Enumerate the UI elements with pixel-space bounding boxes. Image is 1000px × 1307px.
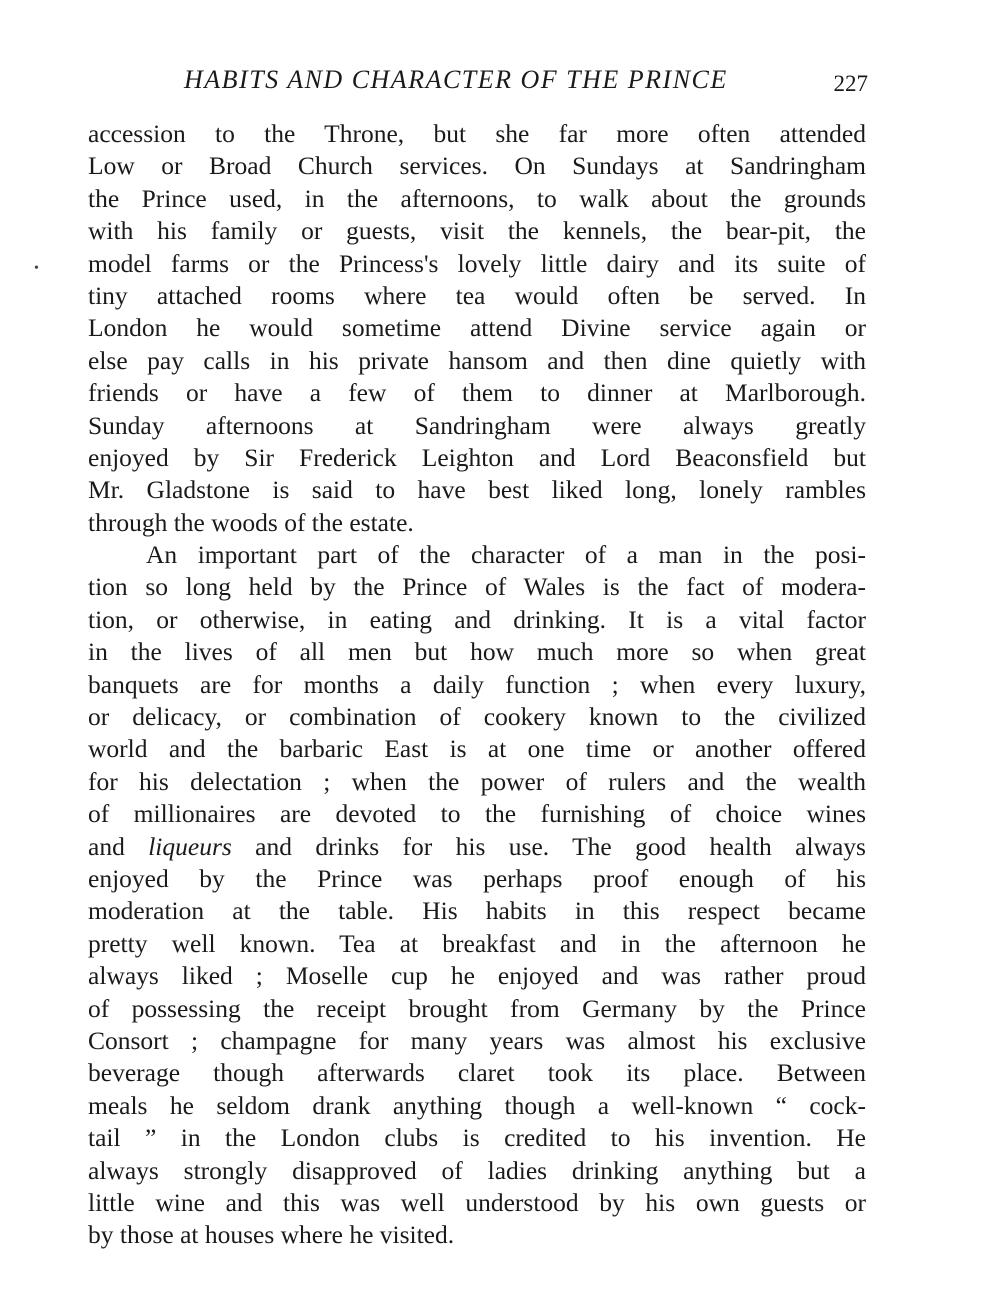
text-line: for his delectation ; when the power of rulers and the wealth	[88, 766, 866, 796]
margin-speck: •	[34, 261, 39, 276]
text-line: else pay calls in his private hansom and then dine quietly with	[88, 345, 866, 375]
text-line: enjoyed by Sir Frederick Leighton and Lord Beaconsfield but	[88, 442, 866, 472]
text-line: by those at houses where he visited.	[88, 1220, 455, 1250]
text-line: or delicacy, or combination of cookery known to the civilized	[88, 702, 866, 732]
page-number: 227	[833, 71, 868, 96]
text-line: friends or have a few of them to dinner at Marlborough.	[88, 378, 866, 408]
text-line: accession to the Throne, but she far more often attended	[88, 119, 866, 148]
running-header	[88, 62, 868, 102]
text-line: always liked ; Moselle cup he enjoyed and was rather proud	[88, 961, 866, 991]
text-line: world and the barbaric East is at one time or another offered	[88, 734, 866, 764]
text-line: beverage though afterwards claret took its place. Between	[88, 1058, 866, 1088]
text-line	[88, 831, 866, 863]
text-line: moderation at the table. His habits in this respect became	[88, 896, 866, 926]
text-line: model farms or the Princess's lovely little dairy and its suite of	[88, 248, 866, 278]
text-line: of possessing the receipt brought from Germany by the Prince	[88, 993, 866, 1023]
text-line: always strongly disapproved of ladies drinking anything but a	[88, 1155, 866, 1185]
italic-word: liqueurs	[148, 831, 232, 861]
text-line: tion, or otherwise, in eating and drinking. It is a vital factor	[88, 604, 866, 634]
text-line: tiny attached rooms where tea would often be served. In	[88, 280, 866, 310]
text-line: enjoyed by the Prince was perhaps proof enough of his	[88, 863, 866, 893]
text-line: meals he seldom drank anything though a well-known “ cock-	[88, 1090, 866, 1120]
text-line: tion so long held by the Prince of Wales is the fact of modera-	[88, 572, 866, 602]
text-line: Mr. Gladstone is said to have best liked long, lonely rambles	[88, 475, 866, 505]
paragraph-1	[88, 118, 866, 539]
text-line: pretty well known. Tea at breakfast and in the afternoon he	[88, 928, 866, 958]
body-text	[88, 118, 866, 1252]
text-line: Sunday afternoons at Sandringham were always greatly	[88, 410, 866, 440]
text-line: Low or Broad Church services. On Sundays at Sandringham	[88, 151, 866, 181]
text-segment: and drinks for his use. The good health always	[231, 831, 866, 861]
text-line: An important part of the character of a man in the posi-	[146, 540, 866, 570]
text-line: through the woods of the estate.	[88, 507, 414, 537]
running-title: HABITS AND CHARACTER OF THE PRINCE	[184, 65, 728, 94]
text-line: with his family or guests, visit the kennels, the bear-pit, the	[88, 216, 866, 246]
text-line: of millionaires are devoted to the furnishing of choice wines	[88, 799, 866, 829]
paragraph-2	[88, 539, 866, 1252]
text-line: little wine and this was well understood by his own guests or	[88, 1187, 866, 1217]
text-line: the Prince used, in the afternoons, to walk about the grounds	[88, 183, 866, 213]
text-line: tail ” in the London clubs is credited to his invention. He	[88, 1123, 866, 1153]
text-line: London he would sometime attend Divine service again or	[88, 313, 866, 343]
text-line: banquets are for months a daily function ; when every luxury,	[88, 669, 866, 699]
text-line: in the lives of all men but how much more so when great	[88, 637, 866, 667]
text-segment: and	[88, 831, 149, 861]
text-line: Consort ; champagne for many years was almost his exclusive	[88, 1025, 866, 1055]
